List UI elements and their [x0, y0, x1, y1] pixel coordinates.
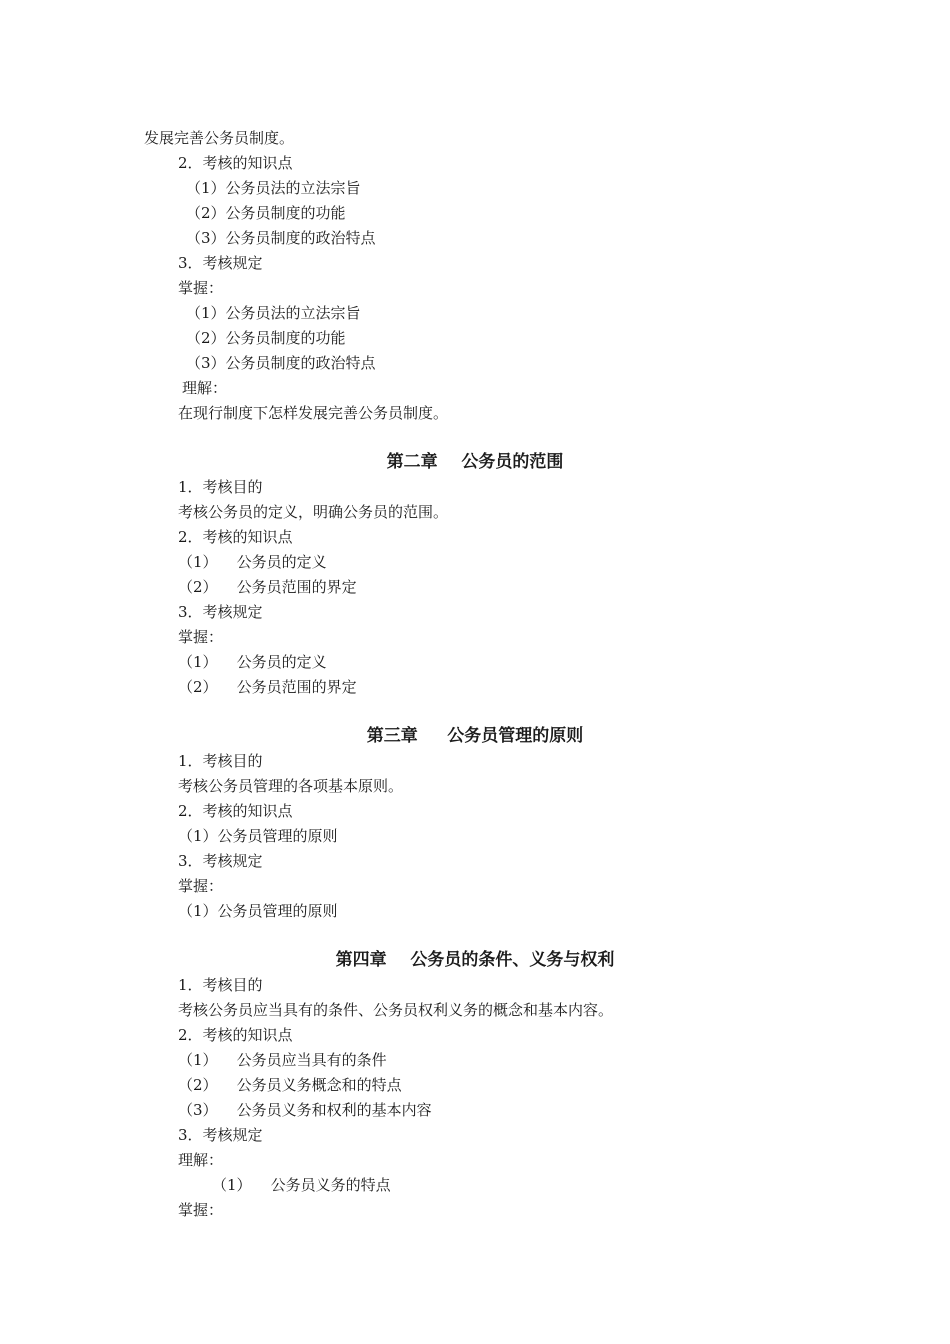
ch1-master-label: 掌握： [178, 279, 224, 297]
ch1-rules-title: 3．考核规定 [178, 254, 263, 272]
ch2-master-item: （1） 公务员的定义 [178, 653, 327, 671]
ch2-master-item: （2） 公务员范围的界定 [178, 678, 357, 696]
chapter-2-title: 第二章 公务员的范围 [386, 452, 564, 472]
ch3-master-item: （1）公务员管理的原则 [178, 902, 338, 920]
intro-tail-text: 发展完善公务员制度。 [144, 129, 295, 147]
ch2-knowledge-title: 2．考核的知识点 [178, 528, 293, 546]
ch4-knowledge-item: （2） 公务员义务概念和的特点 [178, 1076, 402, 1094]
ch4-understand-item: （1） 公务员义务的特点 [212, 1176, 391, 1194]
ch1-understand-text: 在现行制度下怎样发展完善公务员制度。 [178, 404, 449, 422]
ch3-master-label: 掌握： [178, 877, 224, 895]
ch3-purpose-title: 1．考核目的 [178, 752, 263, 770]
ch1-understand-label: 理解： [182, 379, 228, 397]
ch4-rules-title: 3．考核规定 [178, 1126, 263, 1144]
ch1-knowledge-item: （2）公务员制度的功能 [186, 204, 346, 222]
ch4-understand-label: 理解： [178, 1151, 224, 1169]
ch2-purpose-title: 1．考核目的 [178, 478, 263, 496]
chapter-4-title: 第四章 公务员的条件、义务与权利 [335, 950, 615, 970]
ch1-master-item: （1）公务员法的立法宗旨 [186, 304, 361, 322]
ch2-rules-title: 3．考核规定 [178, 603, 263, 621]
ch3-knowledge-title: 2．考核的知识点 [178, 802, 293, 820]
ch4-master-label: 掌握： [178, 1201, 224, 1219]
ch1-knowledge-item: （3）公务员制度的政治特点 [186, 229, 376, 247]
ch1-knowledge-title: 2．考核的知识点 [178, 154, 293, 172]
ch1-knowledge-item: （1）公务员法的立法宗旨 [186, 179, 361, 197]
ch4-purpose-title: 1．考核目的 [178, 976, 263, 994]
ch2-knowledge-item: （1） 公务员的定义 [178, 553, 327, 571]
ch3-knowledge-item: （1）公务员管理的原则 [178, 827, 338, 845]
ch2-knowledge-item: （2） 公务员范围的界定 [178, 578, 357, 596]
ch3-purpose-text: 考核公务员管理的各项基本原则。 [178, 777, 404, 795]
ch4-knowledge-item: （3） 公务员义务和权利的基本内容 [178, 1101, 432, 1119]
ch3-rules-title: 3．考核规定 [178, 852, 263, 870]
ch2-master-label: 掌握： [178, 628, 224, 646]
ch1-master-item: （3）公务员制度的政治特点 [186, 354, 376, 372]
ch1-master-item: （2）公务员制度的功能 [186, 329, 346, 347]
ch4-knowledge-item: （1） 公务员应当具有的条件 [178, 1051, 387, 1069]
ch4-knowledge-title: 2．考核的知识点 [178, 1026, 293, 1044]
chapter-3-title: 第三章 公务员管理的原则 [366, 726, 584, 746]
ch2-purpose-text: 考核公务员的定义，明确公务员的范围。 [178, 503, 449, 521]
ch4-purpose-text: 考核公务员应当具有的条件、公务员权利义务的概念和基本内容。 [178, 1001, 614, 1019]
